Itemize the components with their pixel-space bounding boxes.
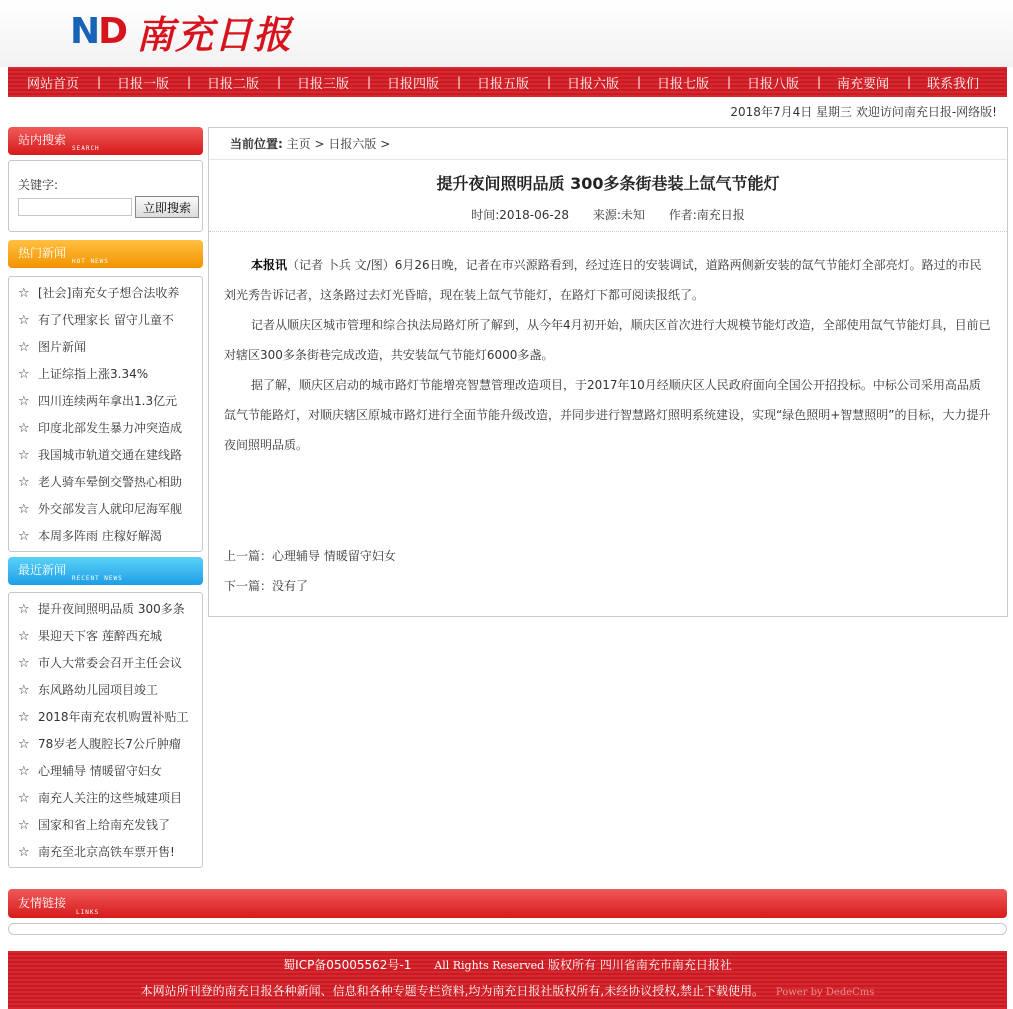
article-source: 来源:未知 bbox=[592, 208, 645, 222]
article-paragraph bbox=[224, 250, 991, 310]
news-list-item[interactable] bbox=[9, 650, 202, 677]
keyword-label: 关键字: bbox=[18, 178, 59, 192]
news-link[interactable]: 上证综指上涨3.34% bbox=[38, 367, 149, 381]
news-list-item[interactable] bbox=[9, 523, 202, 550]
nav-item[interactable]: 南充要闻 bbox=[836, 76, 889, 92]
news-list-item[interactable] bbox=[9, 704, 202, 731]
star-icon: ☆ bbox=[18, 394, 30, 409]
star-icon: ☆ bbox=[18, 737, 30, 752]
news-link[interactable]: 国家和省上给南充发钱了 bbox=[38, 818, 171, 832]
news-list-item[interactable] bbox=[9, 785, 202, 812]
article-paragraph-text: （记者 卜兵 文/图）6月26日晚，记者在市兴源路看到，经过连日的安装调试，道路两侧新安装的氙气节能灯全部亮灯。路过的市民刘光秀告诉记者，这条路过去灯光昏暗，现在装上氙气节能灯，在路灯下都可阅读报纸了。 bbox=[224, 258, 982, 302]
news-link[interactable]: 市人大常委会召开主任会议 bbox=[38, 656, 183, 670]
star-icon: ☆ bbox=[18, 845, 30, 860]
nav-item[interactable]: 日报八版 bbox=[746, 76, 799, 92]
news-list-item[interactable] bbox=[9, 307, 202, 334]
news-list-item[interactable] bbox=[9, 361, 202, 388]
search-input[interactable] bbox=[18, 198, 132, 216]
nav-item[interactable]: 日报一版 bbox=[116, 76, 169, 92]
news-list-item[interactable] bbox=[9, 839, 202, 866]
nav-item[interactable]: 日报四版 bbox=[386, 76, 439, 92]
star-icon: ☆ bbox=[18, 313, 30, 328]
article-prev-next bbox=[224, 541, 396, 601]
article-lead: 本报讯 bbox=[251, 258, 288, 272]
logo-letter-n: N bbox=[70, 10, 99, 52]
news-link[interactable]: 图片新闻 bbox=[38, 340, 87, 354]
recent-news-panel bbox=[8, 557, 203, 868]
nav-item[interactable]: 日报六版 bbox=[566, 76, 619, 92]
hot-news-list bbox=[8, 276, 203, 552]
recent-title-en: RECENT NEWS bbox=[72, 575, 123, 582]
star-icon: ☆ bbox=[18, 502, 30, 517]
star-icon: ☆ bbox=[18, 764, 30, 779]
search-title-en: SEARCH bbox=[72, 145, 100, 152]
footer-line-1 bbox=[8, 956, 1007, 973]
nav-item[interactable]: 网站首页 bbox=[26, 76, 79, 92]
breadcrumb-separator: > bbox=[380, 137, 391, 151]
star-icon: ☆ bbox=[18, 421, 30, 436]
nav-item[interactable]: 日报三版 bbox=[296, 76, 349, 92]
site-footer bbox=[8, 951, 1007, 1009]
star-icon: ☆ bbox=[18, 529, 30, 544]
star-icon: ☆ bbox=[18, 475, 30, 490]
breadcrumb-section[interactable]: 日报六版 bbox=[328, 137, 377, 151]
search-panel-title bbox=[8, 127, 203, 155]
news-list-item[interactable] bbox=[9, 623, 202, 650]
breadcrumb-separator: > bbox=[314, 137, 325, 151]
news-list-item[interactable] bbox=[9, 758, 202, 785]
recent-news-list bbox=[8, 592, 203, 868]
nav-item[interactable]: 日报五版 bbox=[476, 76, 529, 92]
footer-rights: All Rights Reserved bbox=[434, 959, 545, 972]
news-link[interactable]: 78岁老人腹腔长7公斤肿瘤 bbox=[38, 737, 181, 751]
footer-owner: 版权所有 四川省南充市南充日报社 bbox=[548, 958, 732, 972]
article-body bbox=[209, 232, 1007, 460]
friend-links-title bbox=[8, 889, 1007, 918]
news-list-item[interactable] bbox=[9, 334, 202, 361]
footer-notice: 本网站所刊登的南充日报各种新闻、信息和各种专题专栏资料,均为南充日报社版权所有,未经协议授权,禁止下载使用。 bbox=[140, 984, 765, 998]
news-link[interactable]: 果迎天下客 莲醉西充城 bbox=[38, 629, 162, 643]
search-panel bbox=[8, 127, 203, 232]
star-icon: ☆ bbox=[18, 367, 30, 382]
news-link[interactable]: 四川连续两年拿出1.3亿元 bbox=[38, 394, 178, 408]
nd-logo-mark bbox=[70, 11, 126, 52]
search-title-text: 站内搜索 bbox=[18, 133, 67, 147]
star-icon: ☆ bbox=[18, 818, 30, 833]
news-list-item[interactable] bbox=[9, 677, 202, 704]
news-list-item[interactable] bbox=[9, 469, 202, 496]
hot-title-text: 热门新闻 bbox=[18, 246, 67, 260]
star-icon: ☆ bbox=[18, 683, 30, 698]
footer-line-2 bbox=[8, 982, 1007, 999]
news-link[interactable]: 外交部发言人就印尼海军舰 bbox=[38, 502, 183, 516]
star-icon: ☆ bbox=[18, 602, 30, 617]
news-link[interactable]: 老人骑车晕倒交警热心相助 bbox=[38, 475, 183, 489]
next-article-link[interactable]: 下一篇：没有了 bbox=[224, 579, 309, 593]
article-time: 时间:2018-06-28 bbox=[471, 208, 570, 222]
prev-article-link[interactable]: 上一篇：心理辅导 情暖留守妇女 bbox=[224, 549, 396, 563]
breadcrumb bbox=[209, 128, 1007, 160]
news-link[interactable]: 本周多阵雨 庄稼好解渴 bbox=[38, 529, 162, 543]
article-author: 作者:南充日报 bbox=[668, 208, 745, 222]
star-icon: ☆ bbox=[18, 340, 30, 355]
star-icon: ☆ bbox=[18, 286, 30, 301]
friend-links-box bbox=[8, 923, 1007, 935]
power-by-link[interactable]: Power by DedeCms bbox=[775, 987, 875, 998]
nav-item[interactable]: 联系我们 bbox=[926, 76, 979, 92]
news-link[interactable]: 印度北部发生暴力冲突造成 bbox=[38, 421, 183, 435]
news-link[interactable]: 我国城市轨道交通在建线路 bbox=[38, 448, 183, 462]
star-icon: ☆ bbox=[18, 448, 30, 463]
dateline: 2018年7月4日 星期三 欢迎访问南充日报-网络版! bbox=[730, 105, 997, 119]
site-header bbox=[0, 0, 1013, 67]
breadcrumb-home[interactable]: 主页 bbox=[286, 137, 311, 151]
star-icon: ☆ bbox=[18, 656, 30, 671]
news-list-item[interactable] bbox=[9, 731, 202, 758]
logo-chinese-name: 南充日报 bbox=[136, 11, 293, 57]
article-paragraph: 记者从顺庆区城市管理和综合执法局路灯所了解到，从今年4月初开始，顺庆区首次进行大规模节能灯改造，全部使用氙气节能灯具，目前已对辖区300多条街巷完成改造，共安装氙气节能灯6000多盏。 bbox=[224, 318, 991, 362]
article-paragraph: 据了解，顺庆区启动的城市路灯节能增亮智慧管理改造项目，于2017年10月经顺庆区人民政府面向全国公开招投标。中标公司采用高品质氙气节能路灯，对顺庆辖区原城市路灯进行全面节能升级改造，并同步进行智慧路灯照明系统建设，实现“绿色照明+智慧照明”的目标，大力提升夜间照明品质。 bbox=[224, 378, 991, 452]
search-box bbox=[8, 160, 203, 232]
article-title: 提升夜间照明品质 300多条街巷装上氙气节能灯 bbox=[436, 174, 780, 193]
links-title-en: LINKS bbox=[76, 909, 100, 916]
news-list-item[interactable] bbox=[9, 496, 202, 523]
hot-title-en: HOT NEWS bbox=[72, 258, 109, 265]
recent-title-text: 最近新闻 bbox=[18, 563, 67, 577]
news-link[interactable]: 2018年南充农机购置补贴工 bbox=[38, 710, 189, 724]
star-icon: ☆ bbox=[18, 629, 30, 644]
news-list-item[interactable] bbox=[9, 596, 202, 623]
main-nav: 网站首页 | 日报一版 | 日报二版 | 日报三版 | 日报四版 | 日报五版 | 日报六版 | 日报七版 | 日报八版 | 南充要闻 | 联系我们 bbox=[8, 67, 1007, 97]
news-link[interactable]: 有了代理家长 留守儿童不 bbox=[38, 313, 174, 327]
icp-number[interactable]: 蜀ICP备05005562号-1 bbox=[283, 958, 412, 972]
article-meta bbox=[209, 206, 1007, 232]
news-link[interactable]: 心理辅导 情暖留守妇女 bbox=[38, 764, 162, 778]
article-panel bbox=[208, 127, 1008, 617]
hot-news-panel bbox=[8, 240, 203, 552]
star-icon: ☆ bbox=[18, 710, 30, 725]
news-list-item[interactable] bbox=[9, 388, 202, 415]
news-list-item[interactable] bbox=[9, 415, 202, 442]
news-link[interactable]: 南充人关注的这些城建项目 bbox=[38, 791, 183, 805]
news-link[interactable]: 提升夜间照明品质 300多条 bbox=[38, 602, 185, 616]
star-icon: ☆ bbox=[18, 791, 30, 806]
logo-letter-d: D bbox=[98, 10, 127, 52]
news-list-item[interactable] bbox=[9, 812, 202, 839]
search-button[interactable]: 立即搜索 bbox=[135, 196, 199, 218]
news-list-item[interactable] bbox=[9, 280, 202, 307]
news-link[interactable]: 南充至北京高铁车票开售! bbox=[38, 845, 175, 859]
hot-news-title bbox=[8, 240, 203, 268]
breadcrumb-label: 当前位置: bbox=[230, 137, 283, 151]
nav-item[interactable]: 日报七版 bbox=[656, 76, 709, 92]
links-title-text: 友情链接 bbox=[18, 896, 67, 910]
news-link[interactable]: 东风路幼儿园项目竣工 bbox=[38, 683, 159, 697]
news-link[interactable]: [社会]南充女子想合法收养 bbox=[38, 286, 180, 300]
nav-item[interactable]: 日报二版 bbox=[206, 76, 259, 92]
recent-news-title bbox=[8, 557, 203, 585]
news-list-item[interactable] bbox=[9, 442, 202, 469]
site-logo[interactable] bbox=[70, 6, 292, 56]
